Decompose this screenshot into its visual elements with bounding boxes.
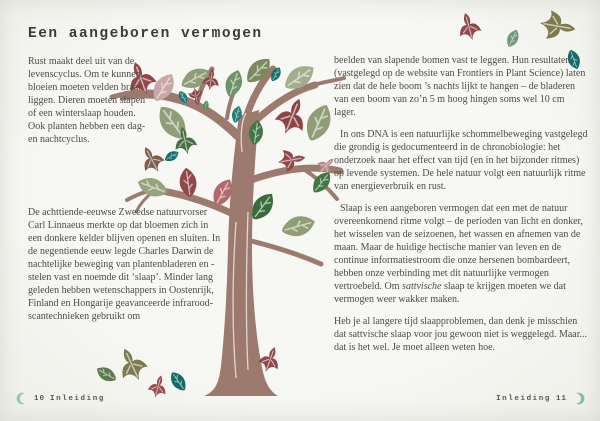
leaf xyxy=(112,343,151,386)
left-column-bottom xyxy=(28,206,222,332)
leaf xyxy=(279,212,317,240)
crescent-moon-icon xyxy=(572,392,585,405)
leaf xyxy=(135,174,170,201)
crescent-moon-icon xyxy=(16,392,29,405)
right-column xyxy=(334,54,588,363)
leaf xyxy=(222,68,246,99)
leaf xyxy=(146,373,170,400)
leaf xyxy=(537,9,578,43)
italic-term: sattvische xyxy=(402,281,442,292)
left-page-footer xyxy=(16,392,105,405)
right-paragraph-3 xyxy=(334,202,588,306)
right-page-footer xyxy=(496,392,585,405)
page-number: 11 xyxy=(555,394,567,403)
leaf xyxy=(163,148,181,163)
page-title: Een aangeboren vermogen xyxy=(28,26,263,42)
paragraph-text: slaap te krijgen moeten we dat vermogen weer wakker maken. xyxy=(334,281,566,305)
leaf xyxy=(152,100,193,144)
leaf xyxy=(504,28,521,49)
left-paragraph-1: Rust maakt deel uit van de levenscyclus. Om te kunnen bloeien moeten velden braak liggen. Dieren moeten slapen of een winterslaap houden. Ook planten hebben een dag- en nachtcyclus. xyxy=(28,56,146,145)
leaf xyxy=(455,10,484,43)
leaf xyxy=(94,363,119,384)
right-paragraph-1: beelden van slapende bomen vast te leggen. Hun resultaten (vastgelegd op de website van Frontiers in Plant Science) laten zien dat de hele boom ’s nachts lijkt te hangen – de bladeren van een boom van zo’n 5 m hoog hingen soms wel 10 cm lager. xyxy=(334,55,586,118)
page-number: 10 xyxy=(34,394,46,403)
paragraph-text: Slaap is een aangeboren vermogen dat een met de natuur overeenkomend ritme volgt – de perioden van licht en donker, het wisselen van de seizoenen, het wassen en afnemen van de maan. Maar de huidige hectische manier van leven en de continue informatiestroom die onze hersenen bombardeert, hebben onze verbinding met dit natuurlijke vermogen vertroebeld. Om xyxy=(334,203,583,292)
section-label: Inleiding xyxy=(50,394,105,403)
left-column-top xyxy=(28,55,148,155)
leaf xyxy=(167,369,189,394)
right-paragraph-2: In ons DNA is een natuurlijke schommelbeweging vastgelegd die grondig is gedocumenteerd in de chronobiologie: het onderzoek naar het effect van tijd (en in het bijzonder ritmes) op levende systemen. De hele natuur volgt een natuurlijk ritme van energieverbruik en rust. xyxy=(334,129,588,192)
section-label: Inleiding xyxy=(496,394,551,403)
left-paragraph-2: De achttiende-eeuwse Zweedse natuurvorser Carl Linnaeus merkte op dat bloemen zich in een donkere kelder blijven openen en sluiten. In de negentiende eeuw legde Charles Darwin de nachtelijke beweging van plantenbladeren en -stelen vast en noemde dit ‘slaap’. Minder lang geleden hebben wetenschappers in Oostenrijk, Finland en Hongarije geavanceerde infrarood-scantechnieken gebruikt om xyxy=(28,207,221,322)
right-paragraph-4: Heb je al langere tijd slaapproblemen, dan denk je misschien dat sattvische slaap voor jou gewoon niet is weggelegd. Maar... dat is het wel. Je moet alleen weten hoe. xyxy=(334,316,587,353)
leaf xyxy=(301,100,337,144)
